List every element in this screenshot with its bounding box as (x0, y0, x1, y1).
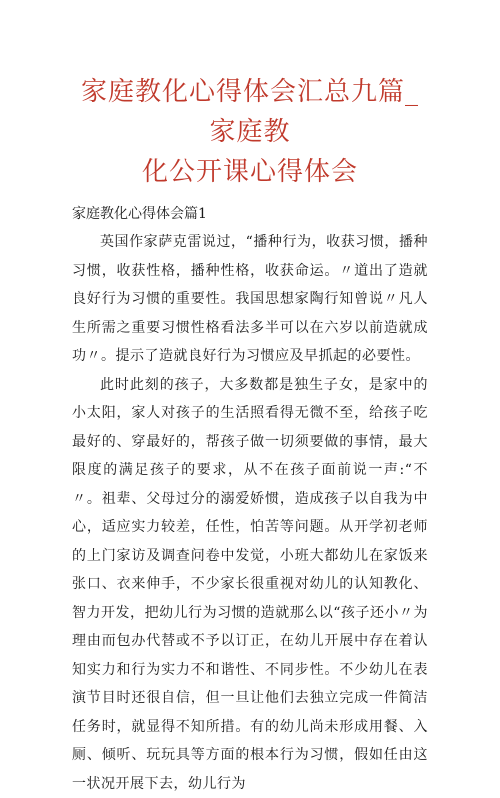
body-paragraph-1: 英国作家萨克雷说过，“播种行为，收获习惯，播种习惯，收获性格，播种性格，收获命运。〃道出了造就良好行为习惯的重要性。我国思想家陶行知曾说〃凡人生所需之重要习惯性格看法多半可以在六岁以前造就成功〃。提示了造就良好行为习惯应及早抓起的必要性。 (72, 228, 428, 371)
title-line-1: 家庭教化心得体会汇总九篇_家庭教 (72, 72, 428, 152)
body-paragraph-2: 此时此刻的孩子，大多数都是独生子女，是家中的小太阳，家人对孩子的生活照看得无微不至，给孩子吃最好的、穿最好的，帮孩子做一切须要做的事情，最大限度的满足孩子的要求，从不在孩子面前说一声:“不〃。祖辈、父母过分的溺爱娇惯，造成孩子以自我为中心，适应实力较差，任性，怕苦等问题。从开学初老师的上门家访及调查问卷中发觉，小班大都幼儿在家饭来张口、衣来伸手，不少家长很重视对幼儿的认知教化、智力开发，把幼儿行为习惯的造就那么以“孩子还小〃为理由而包办代替或不予以订正，在幼儿开展中存在着认知实力和行为实力不和谐性、不同步性。不少幼儿在表演节目时还很自信，但一旦让他们去独立完成一件简洁任务时，就显得不知所措。有的幼儿尚未形成用餐、入厕、倾听、玩玩具等方面的根本行为习惯，假如任由这一状况开展下去，幼儿行为 (72, 371, 428, 798)
document-title (72, 72, 428, 192)
title-line-2: 化公开课心得体会 (72, 152, 428, 192)
section-heading: 家庭教化心得体会篇1 (72, 200, 428, 228)
